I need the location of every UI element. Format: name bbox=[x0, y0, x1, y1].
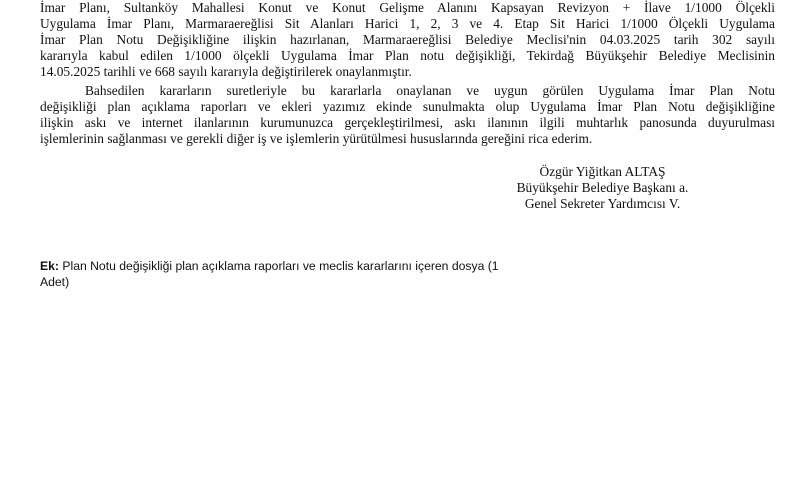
attachment-text: Plan Notu değişikliği plan açıklama raporları ve meclis kararlarını içeren dosya (1 bbox=[58, 259, 499, 273]
signatory-name: Özgür Yiğitkan ALTAŞ bbox=[539, 164, 666, 179]
paragraph-line: 14.05.2025 tarihli ve 668 sayılı kararıyla değiştirilerek onaylanmıştır. bbox=[40, 64, 412, 79]
signatory-title: Büyükşehir Belediye Başkanı a. bbox=[516, 180, 689, 195]
signature-block bbox=[505, 164, 700, 212]
paragraph-line: Bahsedilen kararların suretleriyle bu kararlarla onaylanan ve uygun görülen Uygulama İmar Plan Notu bbox=[85, 83, 775, 98]
body-paragraph-1 bbox=[40, 0, 775, 80]
paragraph-line: Uygulama İmar Planı, Marmaraereğlisi Sit Alanları Harici 1, 2, 3 ve 4. Etap Sit Harici 1/1000 Ölçekli Uygulama bbox=[40, 16, 775, 31]
paragraph-line: ilişkin askı ve internet ilanlarının kurumunuzca gerçekleştirilmesi, askı ilanının ilgili muhtarlık panosunda duyurulması bbox=[40, 115, 775, 130]
paragraph-line: kararıyla kabul edilen 1/1000 ölçekli Uygulama İmar Plan notu değişikliği, Tekirdağ Büyükşehir Belediye Meclisinin bbox=[40, 48, 775, 63]
body-paragraph-2 bbox=[40, 83, 775, 147]
paragraph-line: İmar Plan Notu Değişikliğine ilişkin hazırlanan, Marmaraereğlisi Belediye Meclisi'nin 04.03.2025 tarih 302 sayılı bbox=[40, 32, 775, 47]
attachment-line-1 bbox=[40, 258, 580, 274]
attachment-note bbox=[40, 258, 580, 290]
attachment-label: Ek: bbox=[40, 259, 59, 273]
paragraph-line: işlemlerinin sağlanması ve gerekli diğer iş ve işlemlerin yürütülmesi hususlarında gereğini rica ederim. bbox=[40, 131, 593, 146]
paragraph-line: İmar Planı, Sultanköy Mahallesi Konut ve Konut Gelişme Alanını Kapsayan Revizyon + İlave 1/1000 Ölçekli bbox=[40, 0, 775, 15]
attachment-line-2: Adet) bbox=[40, 275, 70, 289]
paragraph-line: değişikliği plan açıklama raporları ve ekleri yazımız ekinde sunulmakta olup Uygulama İmar Plan Notu değişikliğine bbox=[40, 99, 775, 114]
signatory-subtitle: Genel Sekreter Yardımcısı V. bbox=[524, 196, 681, 211]
